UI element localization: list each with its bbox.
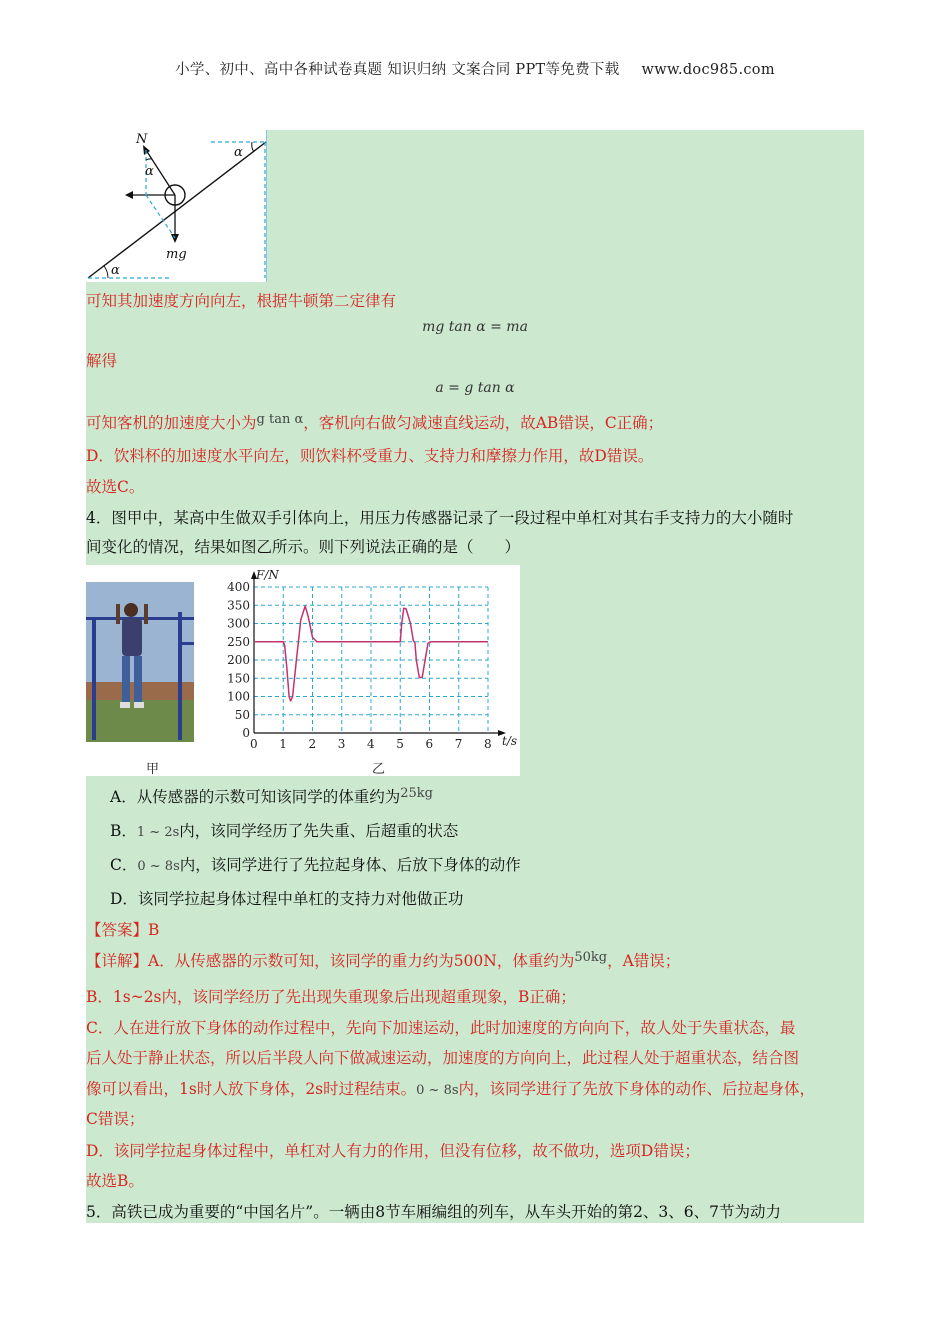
x-tick-label-7: 7: [454, 737, 463, 751]
q4-detail-7: D．该同学拉起身体过程中，单杠对人有力的作用，但没有位移，故不做功，选项D错误；: [86, 1142, 700, 1160]
alpha-bottom-label: α: [111, 263, 120, 278]
q4-detail-4: 后人处于静止状态，所以后半段人向下做减速运动，加速度的方向向上，此过程人处于超重状态，结合图: [86, 1049, 800, 1067]
q4-detail-1-value: 50kg: [574, 950, 608, 965]
q4-detail-5-value: 0 ~ 8s: [416, 1083, 459, 1098]
q4-option-c-text: 内，该同学进行了先拉起身体、后放下身体的动作: [179, 856, 521, 874]
q4-detail-2: B．1s~2s内，该同学经历了先出现失重现象后出现超重现象，B正确；: [86, 988, 576, 1006]
alpha-top-label: α: [234, 145, 243, 160]
y-axis-label: F/N: [256, 568, 279, 582]
x-axis-label: t/s: [502, 734, 518, 748]
gravity-label: mg: [166, 247, 187, 262]
force-diagram-svg: [86, 130, 267, 282]
header-url: www.doc985.com: [641, 62, 775, 78]
q4-option-a[interactable]: [110, 786, 433, 810]
q4-option-d[interactable]: D．该同学拉起身体过程中单杠的支持力对他做正功: [110, 890, 464, 908]
q5-stem: 5．高铁已成为重要的“中国名片”。一辆由8节车厢编组的列车，从车头开始的第2、3、6、7节为动力: [86, 1203, 782, 1221]
text-line-2: 解得: [86, 352, 118, 370]
caption-yi: 乙: [372, 762, 386, 777]
q4-detail-3: C．人在进行放下身体的动作过程中，先向下加速运动，此时加速度的方向向下，故人处于失重状态，最: [86, 1019, 796, 1037]
inline-formula-gtan: g tan α: [256, 412, 304, 427]
q4-option-a-value: 25kg: [400, 786, 433, 801]
pullup-figure: [86, 565, 520, 776]
text-line-5: 故选C。: [86, 478, 145, 496]
x-tick-label-6: 6: [425, 737, 434, 751]
q4-option-c-value: 0 ~ 8s: [137, 859, 180, 874]
q4-answer: 【答案】B: [86, 921, 160, 939]
text-line-1: 可知其加速度方向向左，根据牛顿第二定律有: [86, 292, 397, 310]
q4-detail-1b: ，A错误；: [607, 952, 681, 970]
chart-axes: [251, 571, 506, 736]
formula-2: a = g tan α: [435, 380, 515, 396]
q4-option-b-value: 1 ~ 2s: [136, 825, 180, 840]
q4-option-c[interactable]: [110, 854, 521, 878]
x-tick-label-0: 0: [250, 737, 258, 751]
y-tick-label-400: 400: [227, 580, 250, 594]
q4-detail-1: [86, 950, 680, 974]
y-tick-label-100: 100: [227, 689, 250, 704]
text-line-3b: ，客机向右做匀减速直线运动，故AB错误，C正确；: [303, 414, 664, 432]
page-header: [0, 58, 950, 79]
y-tick-label-300: 300: [227, 616, 250, 631]
normal-force-label: N: [136, 132, 148, 147]
chart-grid: [254, 587, 488, 733]
q4-option-b[interactable]: [110, 820, 458, 844]
q4-detail-5: [86, 1078, 815, 1102]
y-tick-label-200: 200: [227, 653, 250, 667]
q4-stem-1: 4．图甲中，某高中生做双手引体向上，用压力传感器记录了一段过程中单杠对其右手支持力的大小随时: [86, 509, 794, 527]
q4-option-a-text: A．从传感器的示数可知该同学的体重约为: [110, 788, 401, 806]
q4-detail-8: 故选B。: [86, 1172, 144, 1190]
alpha-mid-label: α: [145, 164, 154, 179]
y-tick-label-0: 0: [242, 726, 250, 740]
x-tick-label-8: 8: [484, 737, 492, 751]
y-tick-label-250: 250: [227, 634, 250, 649]
text-line-3a: 可知客机的加速度大小为: [86, 414, 257, 432]
y-tick-label-150: 150: [227, 671, 250, 686]
caption-jia: 甲: [146, 762, 160, 777]
q4-option-b-text: 内，该同学经历了先失重、后超重的状态: [179, 822, 459, 840]
q4-option-c-label: C．: [110, 856, 138, 874]
q4-detail-6: C错误；: [86, 1110, 145, 1128]
x-tick-label-2: 2: [308, 737, 317, 751]
force-time-chart: [86, 565, 520, 776]
q4-detail-5b: 内，该同学进行了先放下身体的动作、后拉起身体，: [458, 1080, 816, 1098]
x-tick-label-4: 4: [367, 737, 375, 751]
y-tick-label-350: 350: [227, 598, 250, 613]
text-line-4: D．饮料杯的加速度水平向左，则饮料杯受重力、支持力和摩擦力作用，故D错误。: [86, 447, 654, 465]
content-area: [86, 130, 864, 1223]
force-diagram: [86, 130, 267, 282]
q4-stem-2: 间变化的情况，结果如图乙所示。则下列说法正确的是（ ）: [86, 538, 521, 556]
q4-detail-5a: 像可以看出，1s时人放下身体，2s时过程结束。: [86, 1080, 417, 1098]
formula-1: mg tan α = ma: [422, 319, 528, 335]
header-text: 小学、初中、高中各种试卷真题 知识归纳 文案合同 PPT等免费下载: [175, 62, 620, 78]
q4-option-b-label: B．: [110, 822, 137, 840]
x-tick-label-5: 5: [396, 737, 404, 751]
x-tick-label-3: 3: [337, 737, 346, 751]
q4-detail-1a: 【详解】A．从传感器的示数可知，该同学的重力约为500N，体重约为: [86, 952, 575, 970]
x-tick-label-1: 1: [279, 737, 287, 751]
y-tick-label-50: 50: [234, 707, 250, 722]
text-line-3: [86, 412, 663, 436]
